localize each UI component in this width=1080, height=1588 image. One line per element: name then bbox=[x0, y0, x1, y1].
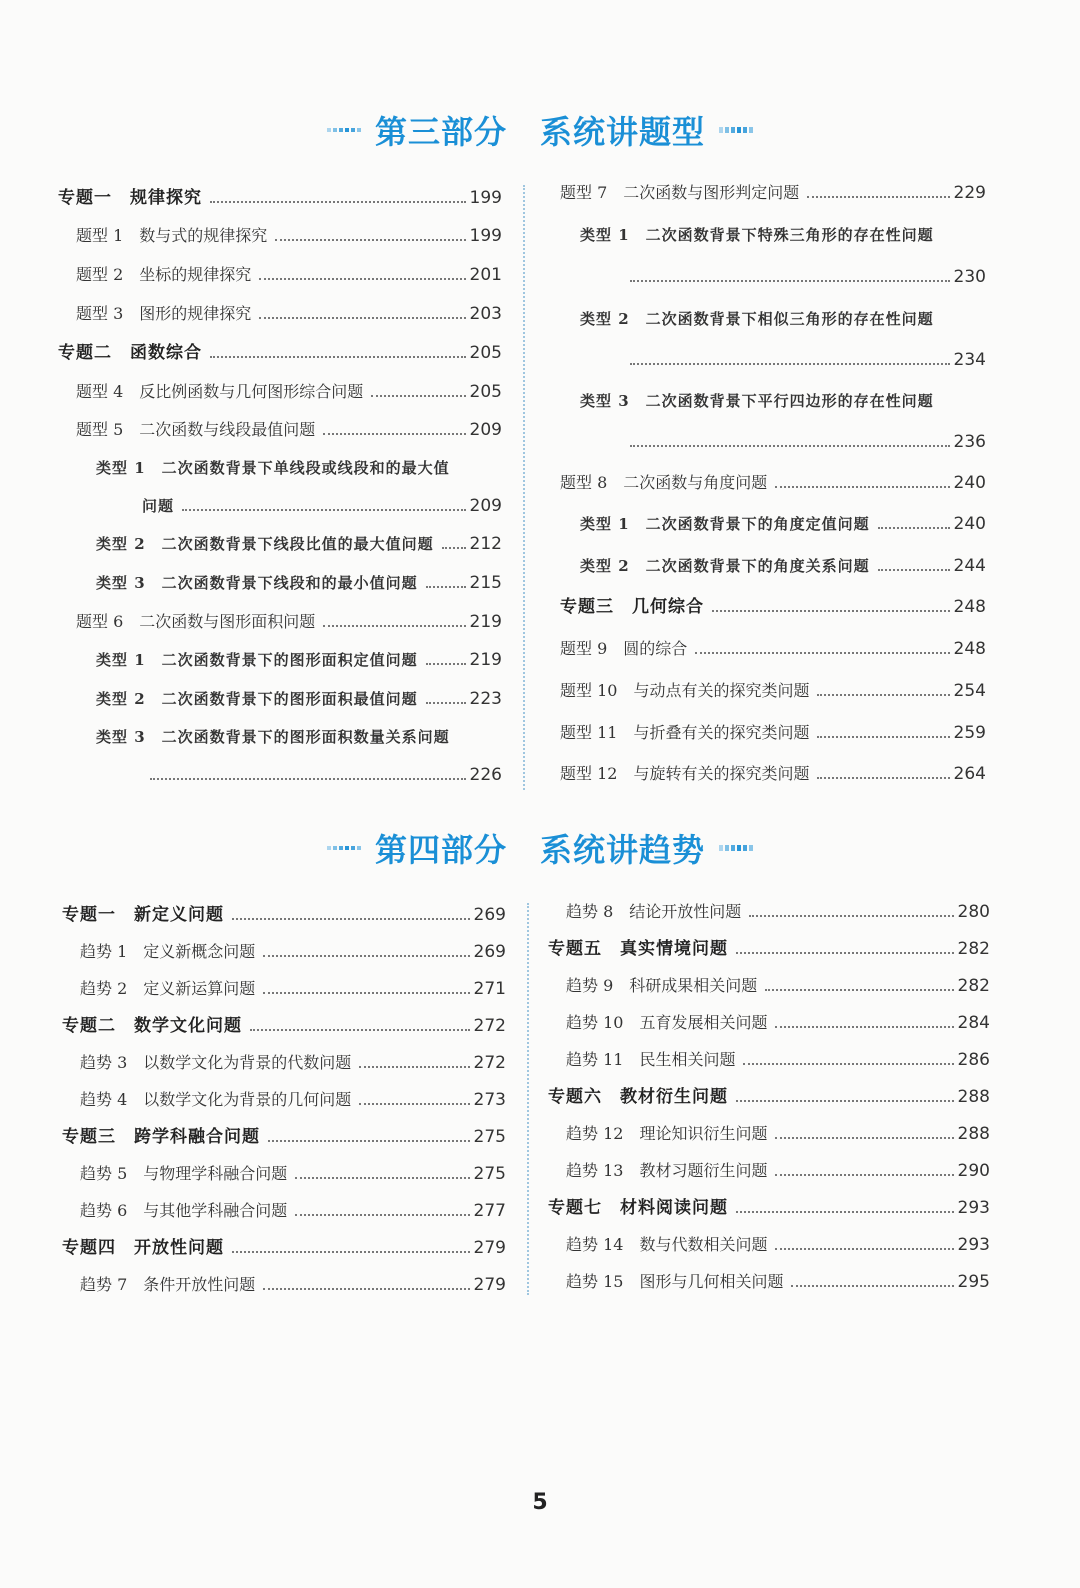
toc-page-number: 288 bbox=[957, 1087, 990, 1107]
toc-entry-label: 题型 3 图形的规律探究 bbox=[76, 304, 252, 323]
leader-dots bbox=[749, 915, 953, 917]
toc-entry[interactable] bbox=[58, 304, 502, 324]
decor-dots-left bbox=[327, 128, 361, 132]
toc-entry-label: 趋势 1 定义新概念问题 bbox=[80, 942, 256, 961]
toc-page-number: 272 bbox=[473, 1053, 506, 1073]
toc-page-number: 199 bbox=[469, 226, 502, 246]
toc-entry[interactable] bbox=[548, 1124, 990, 1144]
toc-entry-label: 题型 4 反比例函数与几何图形综合问题 bbox=[76, 382, 364, 401]
toc-entry-label: 类型 1 二次函数背景下的角度定值问题 bbox=[580, 515, 870, 533]
column-divider bbox=[527, 903, 529, 1295]
decor-dots-left bbox=[327, 846, 361, 850]
leader-dots bbox=[210, 201, 466, 203]
toc-page-number: 293 bbox=[957, 1198, 990, 1218]
toc-entry[interactable] bbox=[62, 1053, 506, 1073]
toc-entry-label: 专题五 真实情境问题 bbox=[548, 939, 728, 959]
part4-header bbox=[0, 818, 1080, 878]
leader-dots bbox=[817, 736, 949, 738]
toc-entry-label: 趋势 2 定义新运算问题 bbox=[80, 979, 256, 998]
leader-dots bbox=[817, 694, 949, 696]
part4-title: 第四部分 系统讲趋势 bbox=[374, 831, 705, 869]
page-number: 5 bbox=[532, 1490, 548, 1515]
toc-entry[interactable] bbox=[58, 420, 502, 440]
part3-title: 第三部分 系统讲题型 bbox=[374, 113, 705, 151]
toc-entry[interactable] bbox=[548, 1161, 990, 1181]
leader-dots bbox=[736, 1100, 954, 1102]
toc-entry[interactable] bbox=[560, 350, 986, 370]
toc-entry-label: 题型 10 与动点有关的探究类问题 bbox=[560, 681, 810, 700]
toc-topic-entry[interactable] bbox=[548, 1198, 990, 1218]
leader-dots bbox=[807, 196, 949, 198]
toc-entry-label: 专题一 新定义问题 bbox=[62, 905, 224, 925]
toc-entry-label: 趋势 12 理论知识衍生问题 bbox=[566, 1124, 768, 1143]
toc-entry-label: 专题二 数学文化问题 bbox=[62, 1016, 242, 1036]
decor-dots-right bbox=[719, 127, 753, 133]
leader-dots bbox=[736, 1211, 954, 1213]
toc-entry-label: 类型 2 二次函数背景下的角度关系问题 bbox=[580, 557, 870, 575]
leader-dots bbox=[232, 1251, 470, 1253]
toc-entry-label: 题型 11 与折叠有关的探究类问题 bbox=[560, 723, 810, 742]
toc-entry-label: 类型 2 二次函数背景下线段比值的最大值问题 bbox=[96, 535, 434, 553]
toc-page-number: 282 bbox=[957, 976, 990, 996]
toc-page-number: 290 bbox=[957, 1161, 990, 1181]
toc-entry[interactable] bbox=[62, 1275, 506, 1295]
toc-entry[interactable] bbox=[548, 1013, 990, 1033]
toc-page-number: 209 bbox=[469, 420, 502, 440]
toc-entry-label: 趋势 14 数与代数相关问题 bbox=[566, 1235, 768, 1254]
toc-entry[interactable] bbox=[560, 432, 986, 452]
toc-topic-entry[interactable] bbox=[62, 1127, 506, 1147]
toc-page-number: 244 bbox=[953, 556, 986, 576]
toc-entry[interactable] bbox=[560, 473, 986, 493]
toc-page-number: 223 bbox=[469, 689, 502, 709]
toc-entry[interactable] bbox=[62, 942, 506, 962]
toc-page-number: 248 bbox=[953, 639, 986, 659]
toc-entry-label: 趋势 10 五育发展相关问题 bbox=[566, 1013, 768, 1032]
toc-entry-heading: 类型 2 二次函数背景下相似三角形的存在性问题 bbox=[580, 310, 934, 328]
leader-dots bbox=[371, 395, 465, 397]
part3-header bbox=[0, 100, 1080, 160]
toc-entry-label: 题型 12 与旋转有关的探究类问题 bbox=[560, 764, 810, 783]
toc-entry[interactable] bbox=[560, 764, 986, 784]
toc-page-number: 280 bbox=[957, 902, 990, 922]
toc-page-number: 293 bbox=[957, 1235, 990, 1255]
toc-page-number: 295 bbox=[957, 1272, 990, 1292]
toc-entry[interactable] bbox=[58, 612, 502, 632]
leader-dots bbox=[743, 1063, 953, 1065]
toc-page-number: 219 bbox=[469, 650, 502, 670]
toc-topic-entry[interactable] bbox=[62, 1016, 506, 1036]
toc-entry-label: 类型 1 二次函数背景下的图形面积定值问题 bbox=[96, 651, 418, 669]
toc-topic-entry[interactable] bbox=[62, 1238, 506, 1258]
leader-dots bbox=[791, 1285, 953, 1287]
toc-entry[interactable] bbox=[560, 723, 986, 743]
leader-dots bbox=[817, 777, 949, 779]
toc-page-number: 275 bbox=[473, 1164, 506, 1184]
toc-page-number: 215 bbox=[469, 573, 502, 593]
leader-dots bbox=[775, 1137, 953, 1139]
leader-dots bbox=[263, 992, 469, 994]
leader-dots bbox=[275, 239, 465, 241]
toc-entry-heading: 类型 1 二次函数背景下单线段或线段和的最大值 bbox=[96, 459, 450, 477]
toc-entry[interactable] bbox=[62, 1201, 506, 1221]
toc-entry-label: 专题七 材料阅读问题 bbox=[548, 1198, 728, 1218]
toc-page-number: 275 bbox=[473, 1127, 506, 1147]
toc-entry-label: 趋势 3 以数学文化为背景的代数问题 bbox=[80, 1053, 352, 1072]
toc-entry-label: 趋势 7 条件开放性问题 bbox=[80, 1275, 256, 1294]
toc-page-number: 234 bbox=[953, 350, 986, 370]
toc-entry-label: 题型 9 圆的综合 bbox=[560, 639, 688, 658]
toc-entry[interactable] bbox=[62, 979, 506, 999]
toc-page-number: 273 bbox=[473, 1090, 506, 1110]
toc-entry-label: 趋势 6 与其他学科融合问题 bbox=[80, 1201, 288, 1220]
leader-dots bbox=[268, 1140, 470, 1142]
leader-dots bbox=[775, 1174, 953, 1176]
toc-page-number: 201 bbox=[469, 265, 502, 285]
toc-page-number: 269 bbox=[473, 942, 506, 962]
toc-entry[interactable] bbox=[560, 267, 986, 287]
leader-dots bbox=[775, 1026, 953, 1028]
leader-dots bbox=[263, 1288, 469, 1290]
toc-entry[interactable] bbox=[58, 534, 502, 554]
toc-page-number: 229 bbox=[953, 183, 986, 203]
toc-entry-label: 趋势 13 教材习题衍生问题 bbox=[566, 1161, 768, 1180]
leader-dots bbox=[259, 317, 465, 319]
leader-dots bbox=[630, 280, 950, 282]
leader-dots bbox=[323, 625, 465, 627]
toc-entry-label: 趋势 15 图形与几何相关问题 bbox=[566, 1272, 784, 1291]
toc-entry-label: 专题二 函数综合 bbox=[58, 343, 202, 363]
leader-dots bbox=[182, 509, 466, 511]
toc-entry-label: 趋势 4 以数学文化为背景的几何问题 bbox=[80, 1090, 352, 1109]
toc-entry-label: 类型 3 二次函数背景下线段和的最小值问题 bbox=[96, 574, 418, 592]
toc-entry-label: 专题三 几何综合 bbox=[560, 597, 704, 617]
toc-entry-label: 题型 7 二次函数与图形判定问题 bbox=[560, 183, 800, 202]
toc-entry-heading: 类型 3 二次函数背景下平行四边形的存在性问题 bbox=[580, 392, 934, 410]
toc-page-number: 288 bbox=[957, 1124, 990, 1144]
toc-entry-label: 题型 5 二次函数与线段最值问题 bbox=[76, 420, 316, 439]
leader-dots bbox=[263, 955, 469, 957]
leader-dots bbox=[878, 569, 950, 571]
leader-dots bbox=[210, 356, 466, 358]
toc-page-number: 284 bbox=[957, 1013, 990, 1033]
decor-dots-right bbox=[719, 845, 753, 851]
toc-entry[interactable] bbox=[560, 556, 986, 576]
leader-dots bbox=[426, 586, 466, 588]
leader-dots bbox=[359, 1066, 469, 1068]
toc-entry-label: 类型 2 二次函数背景下的图形面积最值问题 bbox=[96, 690, 418, 708]
leader-dots bbox=[775, 486, 949, 488]
toc-page-number: 226 bbox=[469, 765, 502, 785]
toc-entry-label: 题型 6 二次函数与图形面积问题 bbox=[76, 612, 316, 631]
toc-entry[interactable] bbox=[548, 902, 990, 922]
toc-entry-label: 专题四 开放性问题 bbox=[62, 1238, 224, 1258]
toc-page-number: 272 bbox=[473, 1016, 506, 1036]
leader-dots bbox=[150, 778, 466, 780]
leader-dots bbox=[250, 1029, 470, 1031]
leader-dots bbox=[295, 1214, 469, 1216]
toc-page-number: 259 bbox=[953, 723, 986, 743]
toc-entry[interactable] bbox=[62, 1164, 506, 1184]
leader-dots bbox=[426, 663, 466, 665]
leader-dots bbox=[736, 952, 954, 954]
toc-entry[interactable] bbox=[560, 681, 986, 701]
toc-topic-entry[interactable] bbox=[560, 597, 986, 617]
leader-dots bbox=[712, 610, 950, 612]
toc-entry[interactable] bbox=[548, 1272, 990, 1292]
toc-entry-label: 趋势 11 民生相关问题 bbox=[566, 1050, 736, 1069]
leader-dots bbox=[878, 527, 950, 529]
toc-page-number: 203 bbox=[469, 304, 502, 324]
toc-entry-label: 题型 1 数与式的规律探究 bbox=[76, 226, 268, 245]
toc-entry[interactable] bbox=[548, 1235, 990, 1255]
leader-dots bbox=[442, 547, 466, 549]
toc-topic-entry[interactable] bbox=[62, 905, 506, 925]
toc-entry[interactable] bbox=[560, 514, 986, 534]
toc-entry[interactable] bbox=[560, 183, 986, 203]
toc-entry[interactable] bbox=[58, 650, 502, 670]
toc-page-number: 279 bbox=[473, 1238, 506, 1258]
toc-entry-label: 题型 2 坐标的规律探究 bbox=[76, 265, 252, 284]
toc-topic-entry[interactable] bbox=[548, 1087, 990, 1107]
leader-dots bbox=[295, 1177, 469, 1179]
toc-page-number: 212 bbox=[469, 534, 502, 554]
toc-page-number: 269 bbox=[473, 905, 506, 925]
toc-topic-entry[interactable] bbox=[548, 939, 990, 959]
toc-page-number: 230 bbox=[953, 267, 986, 287]
toc-entry[interactable] bbox=[560, 639, 986, 659]
toc-entry[interactable] bbox=[58, 765, 502, 785]
toc-page-number: 199 bbox=[469, 188, 502, 208]
toc-page-number: 209 bbox=[469, 496, 502, 516]
leader-dots bbox=[630, 445, 950, 447]
toc-page-number: 282 bbox=[957, 939, 990, 959]
leader-dots bbox=[695, 652, 949, 654]
toc-page-number: 205 bbox=[469, 343, 502, 363]
toc-entry[interactable] bbox=[548, 1050, 990, 1070]
toc-entry-label: 专题一 规律探究 bbox=[58, 188, 202, 208]
toc-entry[interactable] bbox=[548, 976, 990, 996]
toc-entry-label: 趋势 9 科研成果相关问题 bbox=[566, 976, 758, 995]
column-divider bbox=[523, 185, 525, 790]
toc-page-number: 240 bbox=[953, 514, 986, 534]
toc-page-number: 248 bbox=[953, 597, 986, 617]
leader-dots bbox=[765, 989, 953, 991]
toc-entry-label: 专题三 跨学科融合问题 bbox=[62, 1127, 260, 1147]
leader-dots bbox=[323, 433, 465, 435]
toc-entry-label: 趋势 5 与物理学科融合问题 bbox=[80, 1164, 288, 1183]
toc-topic-entry[interactable] bbox=[58, 188, 502, 208]
toc-page-number: 205 bbox=[469, 382, 502, 402]
toc-entry[interactable] bbox=[58, 265, 502, 285]
toc-page-number: 240 bbox=[953, 473, 986, 493]
toc-entry-label: 趋势 8 结论开放性问题 bbox=[566, 902, 742, 921]
toc-entry[interactable] bbox=[58, 573, 502, 593]
toc-entry-label: 问题 bbox=[142, 497, 175, 515]
toc-entry-label: 题型 8 二次函数与角度问题 bbox=[560, 473, 768, 492]
leader-dots bbox=[232, 918, 470, 920]
toc-topic-entry[interactable] bbox=[58, 343, 502, 363]
leader-dots bbox=[359, 1103, 469, 1105]
toc-page-number: 219 bbox=[469, 612, 502, 632]
leader-dots bbox=[630, 363, 950, 365]
leader-dots bbox=[426, 702, 466, 704]
toc-entry-heading: 类型 1 二次函数背景下特殊三角形的存在性问题 bbox=[580, 226, 934, 244]
toc-entry[interactable] bbox=[58, 496, 502, 516]
toc-page-number: 286 bbox=[957, 1050, 990, 1070]
toc-entry[interactable] bbox=[58, 226, 502, 246]
toc-entry-label: 专题六 教材衍生问题 bbox=[548, 1087, 728, 1107]
toc-entry[interactable] bbox=[58, 689, 502, 709]
toc-page-number: 264 bbox=[953, 764, 986, 784]
toc-entry-heading: 类型 3 二次函数背景下的图形面积数量关系问题 bbox=[96, 728, 450, 746]
toc-page-number: 279 bbox=[473, 1275, 506, 1295]
toc-page-number: 277 bbox=[473, 1201, 506, 1221]
toc-page-number: 254 bbox=[953, 681, 986, 701]
leader-dots bbox=[775, 1248, 953, 1250]
toc-entry[interactable] bbox=[62, 1090, 506, 1110]
toc-page-number: 236 bbox=[953, 432, 986, 452]
toc-page-number: 271 bbox=[473, 979, 506, 999]
leader-dots bbox=[259, 278, 465, 280]
toc-entry[interactable] bbox=[58, 382, 502, 402]
